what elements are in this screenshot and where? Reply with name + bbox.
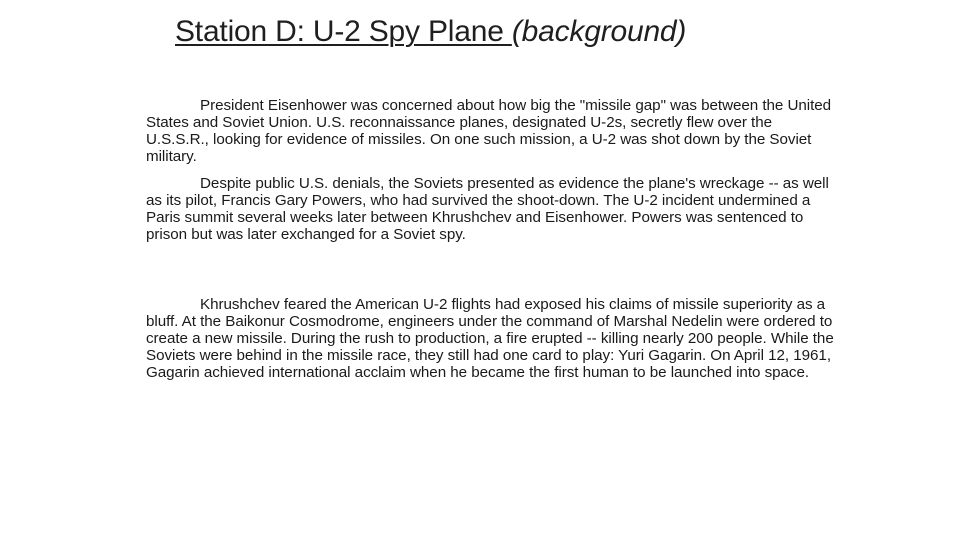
slide-title-main: Station D: U-2 Spy Plane: [175, 15, 512, 48]
paragraph-soviet-evidence: Despite public U.S. denials, the Soviets presented as evidence the plane's wreckage -- as well as its pilot, Francis Gary Powers, who had survived the shoot-down. The U-2 incident undermined a Paris summit several weeks later between Khrushchev and Eisenhower. Powers was sentenced to prison but was later exchanged for a Soviet spy.: [146, 175, 829, 243]
paragraph-khrushchev-gagarin: Khrushchev feared the American U-2 flights had exposed his claims of missile superiority as a bluff. At the Baikonur Cosmodrome, engineers under the command of Marshal Nedelin were ordered to create a new missile. During the rush to production, a fire erupted -- killing nearly 200 people. While the Soviets were behind in the missile race, they still had one card to play: Yuri Gagarin. On April 12, 1961, Gagarin achieved international acclaim when he became the first human to be launched into space.: [146, 296, 834, 381]
slide-title-subtitle: (background): [511, 15, 687, 48]
paragraph-eisenhower-missile-gap: President Eisenhower was concerned about how big the "missile gap" was between the United States and Soviet Union. U.S. reconnaissance planes, designated U-2s, secretly flew over the U.S.S.R., looking for evidence of missiles. On one such mission, a U-2 was shot down by the Soviet military.: [146, 97, 832, 165]
slide-title: [175, 12, 686, 52]
